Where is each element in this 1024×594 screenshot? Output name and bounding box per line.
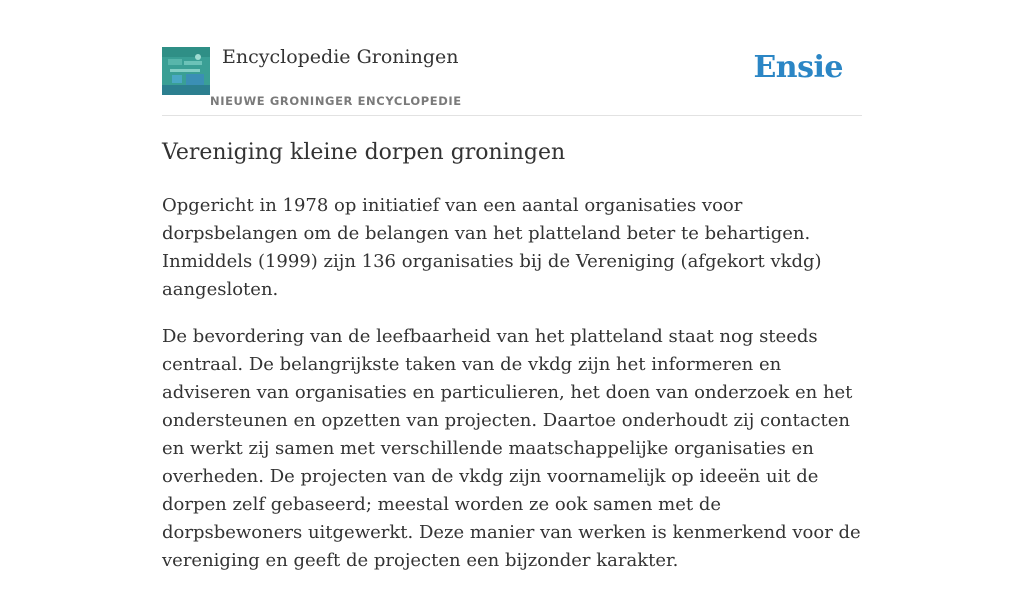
article-body bbox=[162, 192, 862, 594]
book-cover-icon[interactable] bbox=[162, 47, 210, 95]
encyclopedia-title-link[interactable]: Encyclopedie Groningen bbox=[222, 46, 459, 68]
header bbox=[162, 0, 862, 116]
book-cover-image bbox=[162, 47, 210, 95]
encyclopedia-subtitle: NIEUWE GRONINGER ENCYCLOPEDIE bbox=[210, 94, 462, 108]
article-paragraph: De bevordering van de leefbaarheid van het platteland staat nog steeds centraal. De belangrijkste taken van de vkdg zijn het informeren en adviseren van organisaties en particulieren, het doen van onderzoek en het ondersteunen en opzetten van projecten. Daartoe onderhoudt zij contacten en werkt zij samen met verschillende maatschappelijke organisaties en overheden. De projecten van de vkdg zijn voornamelijk op ideeën uit de dorpen zelf gebaseerd; meestal worden ze ook samen met de dorpsbewoners uitgewerkt. Deze manier van werken is kenmerkend voor de vereniging en geeft de projecten een bijzonder karakter. bbox=[162, 326, 861, 571]
content-column bbox=[162, 0, 862, 571]
ensie-logo[interactable]: Ensie bbox=[753, 50, 843, 85]
article-title: Vereniging kleine dorpen groningen bbox=[162, 140, 566, 165]
article-paragraph: Opgericht in 1978 op initiatief van een aantal organisaties voor dorpsbelangen om de belangen van het platteland beter te behartigen. Inmiddels (1999) zijn 136 organisaties bij de Vereniging (afgekort vkdg) aangesloten. bbox=[162, 195, 822, 300]
